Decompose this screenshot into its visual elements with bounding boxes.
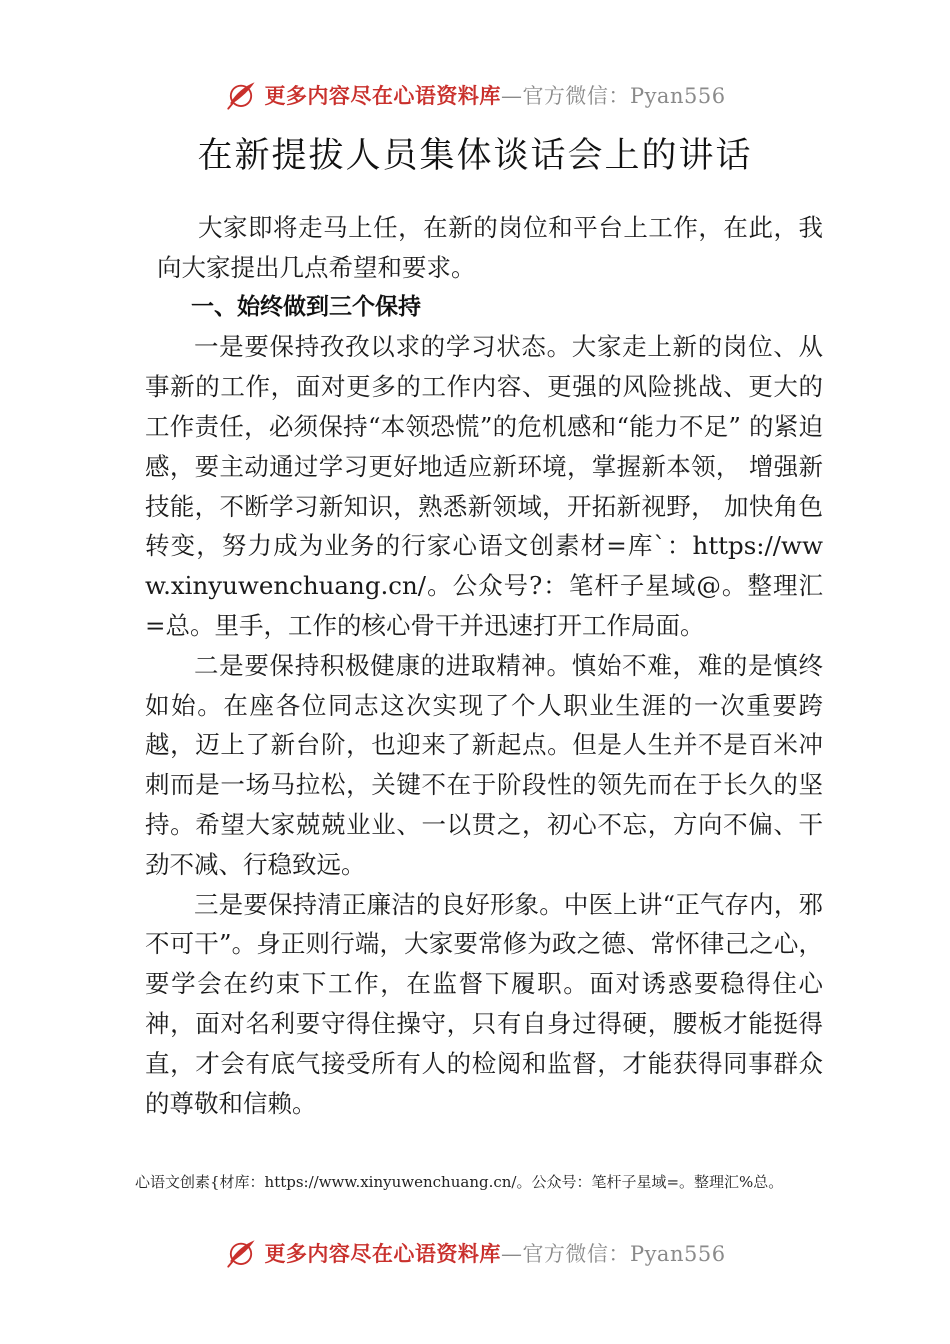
banner-text: [264, 1238, 725, 1268]
footnote-text: 心语文创素{材库：https://www.xinyuwenchuang.cn/。公众号：笔杆子星域=。整理汇%总。: [135, 1173, 784, 1191]
paragraph-2: 二是要保持积极健康的进取精神。慎始不难，难的是慎终如始。在座各位同志这次实现了个人职业生涯的一次重要跨越，迈上了新台阶，也迎来了新起点。但是人生并不是百米冲刺而是一场马拉松，关键不在于阶段性的领先而在于长久的坚持。希望大家兢兢业业、一以贯之，初心不忘，方向不偏、干劲不减、行稳致远。: [145, 650, 823, 879]
top-banner: [0, 70, 950, 120]
banner-red-text: 更多内容尽在心语资料库: [264, 1241, 501, 1266]
paragraph-3: 三是要保持清正廉洁的良好形象。中医上讲“正气存内，邪不可干”。身正则行端，大家要常修为政之德、常怀律己之心，要学会在约束下工作，在监督下履职。面对诱惑要稳得住心神，面对名利要守得住操守，只有自身过得硬，腰板才能挺得直，才会有底气接受所有人的检阅和监督，才能获得同事群众的尊敬和信赖。: [145, 889, 823, 1118]
intro-paragraph: 大家即将走马上任，在新的岗位和平台上工作，在此，我向大家提出几点希望和要求。: [157, 213, 823, 282]
banner-wechat-id: Pyan556: [629, 84, 726, 108]
quill-feather-logo: [224, 78, 258, 112]
document-body: [145, 208, 823, 1123]
banner-gray-text: —官方微信：: [500, 84, 630, 108]
banner-red-text: 更多内容尽在心语资料库: [264, 83, 501, 108]
document-title: 在新提拔人员集体谈话会上的讲话: [197, 136, 753, 176]
banner-wechat-id: Pyan556: [629, 1242, 726, 1266]
quill-feather-logo: [224, 1236, 258, 1270]
section-heading-1: 一、始终做到三个保持: [191, 293, 421, 320]
paragraph-1: 一是要保持孜孜以求的学习状态。大家走上新的岗位、从事新的工作，面对更多的工作内容、更强的风险挑战、更大的工作责任，必须保持“本领恐慌”的危机感和“能力不足” 的紧迫感，要主动通过学习更好地适应新环境，掌握新本领， 增强新技能，不断学习新知识，熟悉新领域，开拓新视野， 加快角色转变，努力成为业务的行家心语文创素材=库`：https://www.xinyuwenchuang.cn/。公众号?：笔杆子星域@。整理汇=总。里手，工作的核心骨干并迅速打开工作局面。: [145, 332, 823, 640]
banner-text: [264, 80, 725, 110]
bottom-banner: [0, 1228, 950, 1278]
banner-gray-text: —官方微信：: [500, 1242, 630, 1266]
